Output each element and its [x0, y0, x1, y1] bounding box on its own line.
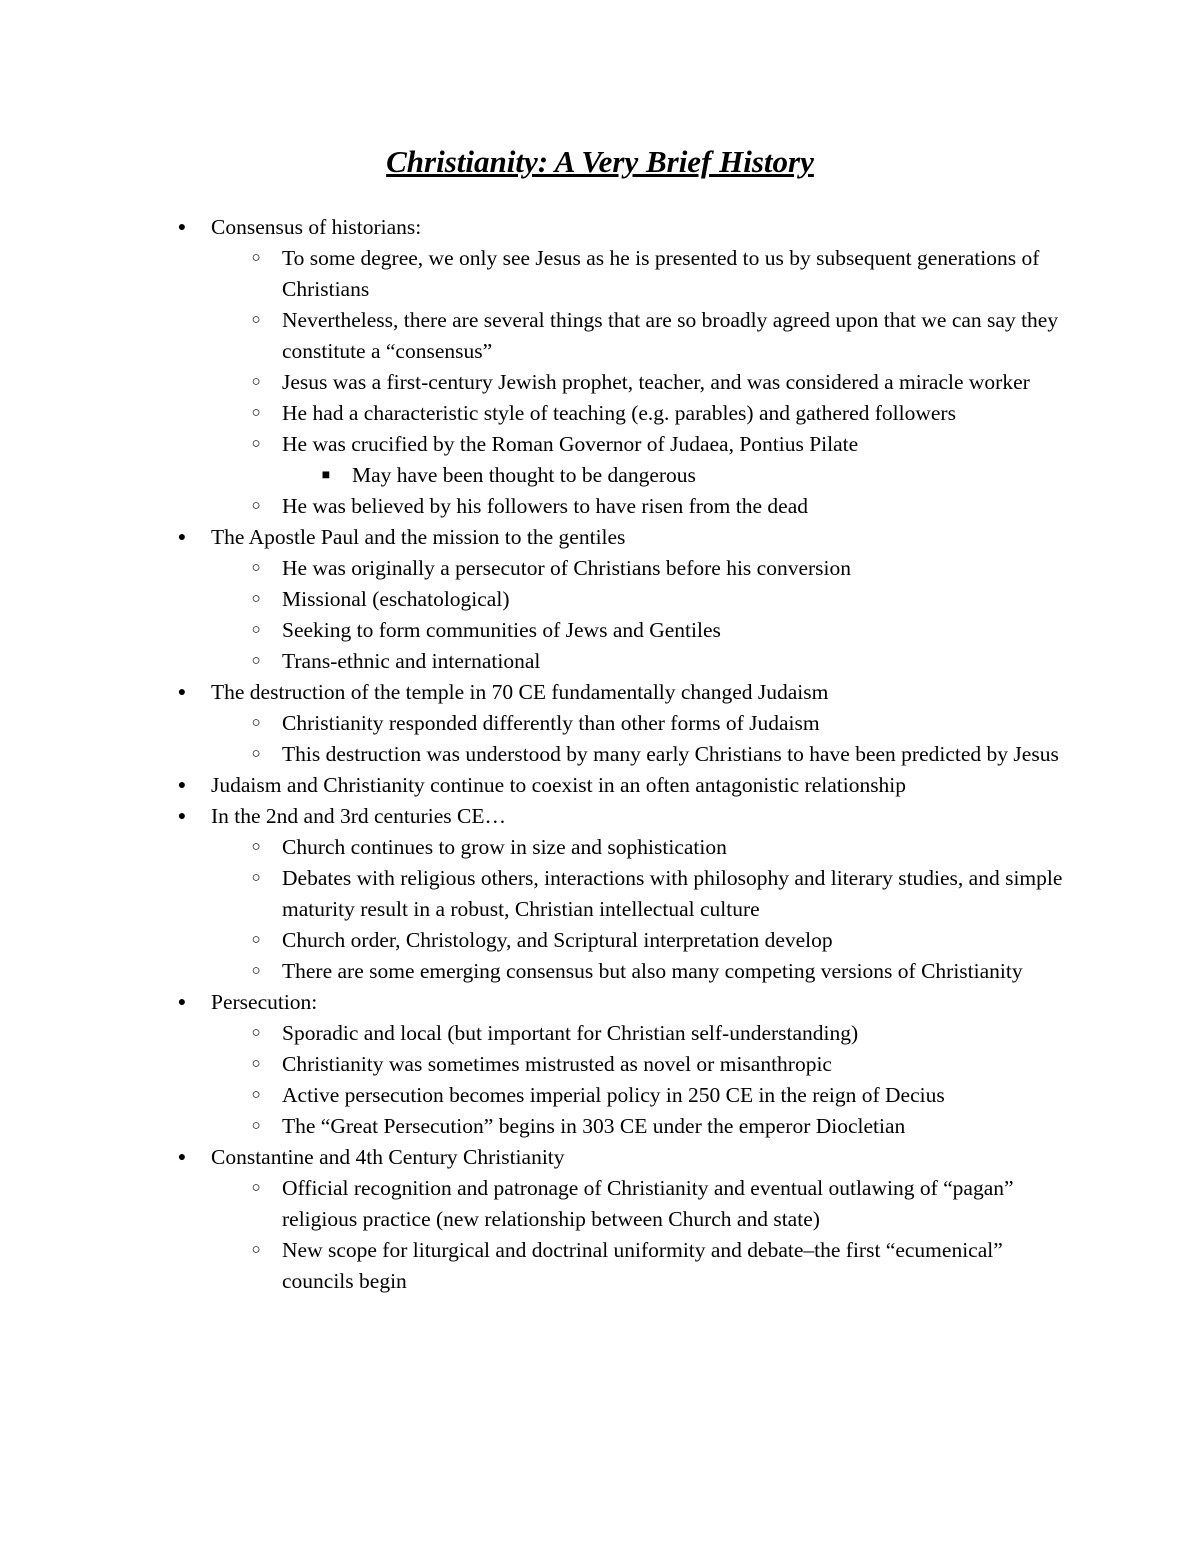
list-item-text: The “Great Persecution” begins in 303 CE under the emperor Diocletian [282, 1114, 906, 1138]
list-item [0, 553, 1072, 584]
hollow-bullet-icon: ○ [251, 312, 261, 328]
list-item-text: Debates with religious others, interactions with philosophy and literary studies, and simple maturity result in a robust, Christian intellectual culture [282, 866, 1063, 921]
hollow-bullet-icon: ○ [251, 715, 261, 731]
filled-bullet-icon: ● [177, 1150, 187, 1165]
list-item [0, 398, 1072, 429]
list-item [0, 863, 1072, 925]
hollow-bullet-icon: ○ [251, 250, 261, 266]
list-item-text: Church continues to grow in size and sophistication [282, 835, 727, 859]
filled-bullet-icon: ● [177, 220, 187, 235]
list-item [0, 522, 1061, 553]
filled-bullet-icon: ● [177, 685, 187, 700]
hollow-bullet-icon: ○ [251, 498, 261, 514]
list-item-text: Active persecution becomes imperial policy in 250 CE in the reign of Decius [282, 1083, 945, 1107]
list-item [0, 1049, 1072, 1080]
list-item-text: He was believed by his followers to have risen from the dead [282, 494, 808, 518]
list-item-text: To some degree, we only see Jesus as he is presented to us by subsequent generations of Christians [282, 246, 1040, 301]
hollow-bullet-icon: ○ [251, 1025, 261, 1041]
hollow-bullet-icon: ○ [251, 622, 261, 638]
hollow-bullet-icon: ○ [251, 963, 261, 979]
list-item [0, 925, 1072, 956]
hollow-bullet-icon: ○ [251, 932, 261, 948]
list-item [0, 1111, 1072, 1142]
list-item-text: Official recognition and patronage of Christianity and eventual outlawing of “pagan” religious practice (new relationship between Church and state) [282, 1176, 1014, 1231]
filled-bullet-icon: ● [177, 530, 187, 545]
list-item [0, 646, 1072, 677]
list-item [0, 677, 1061, 708]
list-item-text: Constantine and 4th Century Christianity [211, 1145, 565, 1169]
list-item-text: In the 2nd and 3rd centuries CE… [211, 804, 506, 828]
list-item [0, 460, 1072, 491]
list-item [0, 584, 1072, 615]
list-item-text: Christianity was sometimes mistrusted as novel or misanthropic [282, 1052, 832, 1076]
list-item-text: New scope for liturgical and doctrinal uniformity and debate–the first “ecumenical” councils begin [282, 1238, 1003, 1293]
hollow-bullet-icon: ○ [251, 374, 261, 390]
hollow-bullet-icon: ○ [251, 870, 261, 886]
list-item-text: Missional (eschatological) [282, 587, 510, 611]
list-item-text: The Apostle Paul and the mission to the gentiles [211, 525, 626, 549]
hollow-bullet-icon: ○ [251, 560, 261, 576]
list-item [0, 770, 1061, 801]
list-item [0, 243, 1072, 305]
hollow-bullet-icon: ○ [251, 1087, 261, 1103]
hollow-bullet-icon: ○ [251, 839, 261, 855]
list-item [0, 1080, 1072, 1111]
list-item-text: Consensus of historians: [211, 215, 422, 239]
hollow-bullet-icon: ○ [251, 653, 261, 669]
list-item [0, 1173, 1072, 1235]
list-item [0, 305, 1072, 367]
list-item-text: He had a characteristic style of teaching (e.g. parables) and gathered followers [282, 401, 956, 425]
list-item-text: Seeking to form communities of Jews and Gentiles [282, 618, 721, 642]
list-item [0, 212, 1061, 243]
list-item-text: He was originally a persecutor of Christians before his conversion [282, 556, 851, 580]
list-item-text: This destruction was understood by many early Christians to have been predicted by Jesus [282, 742, 1059, 766]
list-item [0, 956, 1072, 987]
filled-bullet-icon: ● [177, 995, 187, 1010]
list-item-text: The destruction of the temple in 70 CE fundamentally changed Judaism [211, 680, 829, 704]
hollow-bullet-icon: ○ [251, 1242, 261, 1258]
list-item [0, 1142, 1061, 1173]
hollow-bullet-icon: ○ [251, 405, 261, 421]
list-item-text: Sporadic and local (but important for Christian self-understanding) [282, 1021, 859, 1045]
list-item-text: There are some emerging consensus but also many competing versions of Christianity [282, 959, 1023, 983]
list-item [0, 987, 1061, 1018]
list-item [0, 367, 1072, 398]
hollow-bullet-icon: ○ [251, 1118, 261, 1134]
list-item [0, 832, 1072, 863]
hollow-bullet-icon: ○ [251, 746, 261, 762]
list-item [0, 801, 1061, 832]
list-item-text: Nevertheless, there are several things that are so broadly agreed upon that we can say they constitute a “consensus” [282, 308, 1059, 363]
hollow-bullet-icon: ○ [251, 1180, 261, 1196]
list-item [0, 491, 1072, 522]
list-item-text: Church order, Christology, and Scriptural interpretation develop [282, 928, 833, 952]
square-bullet-icon: ■ [321, 468, 331, 483]
list-item [0, 1018, 1072, 1049]
list-item-text: Jesus was a first-century Jewish prophet, teacher, and was considered a miracle worker [282, 370, 1030, 394]
hollow-bullet-icon: ○ [251, 436, 261, 452]
list-item [0, 1235, 1072, 1297]
filled-bullet-icon: ● [177, 809, 187, 824]
list-item-text: He was crucified by the Roman Governor of Judaea, Pontius Pilate [282, 432, 859, 456]
hollow-bullet-icon: ○ [251, 591, 261, 607]
bullet-outline [0, 212, 1200, 1297]
list-item-text: Persecution: [211, 990, 318, 1014]
list-item-text: Christianity responded differently than other forms of Judaism [282, 711, 820, 735]
list-item-text: Trans-ethnic and international [282, 649, 541, 673]
list-item [0, 429, 1072, 460]
list-item-text: May have been thought to be dangerous [352, 463, 696, 487]
list-item [0, 615, 1072, 646]
filled-bullet-icon: ● [177, 778, 187, 793]
document-title: Christianity: A Very Brief History [386, 144, 814, 179]
hollow-bullet-icon: ○ [251, 1056, 261, 1072]
list-item [0, 708, 1072, 739]
list-item-text: Judaism and Christianity continue to coexist in an often antagonistic relationship [211, 773, 907, 797]
list-item [0, 739, 1072, 770]
